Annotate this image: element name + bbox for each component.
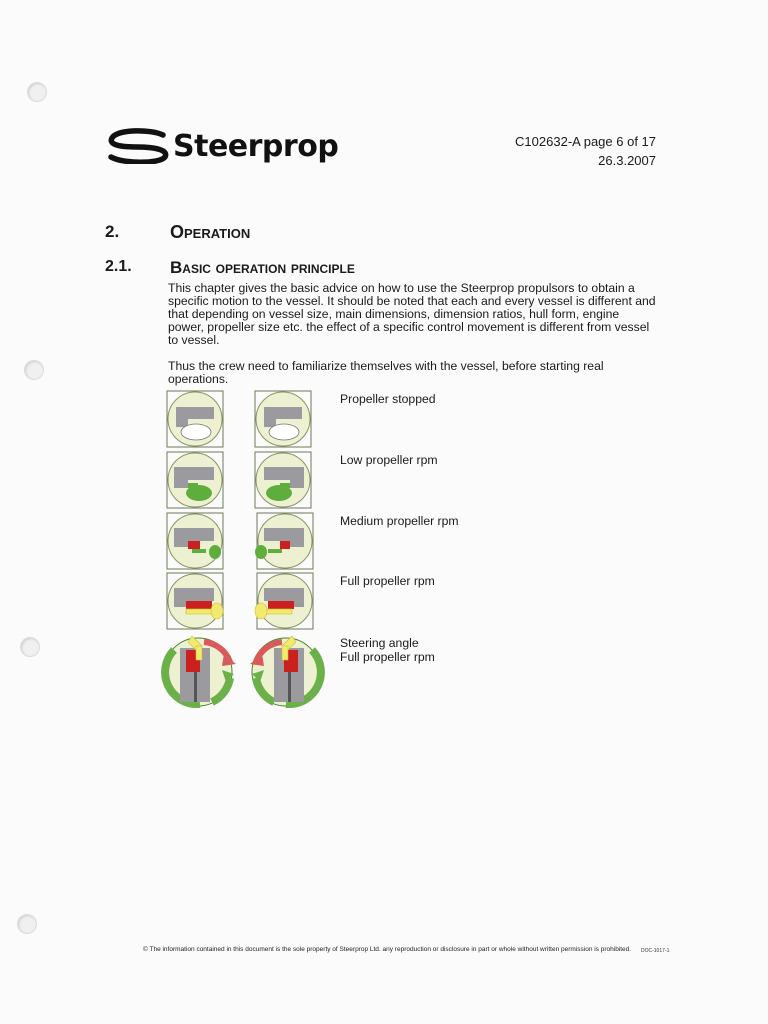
steering-left-diagram — [160, 632, 238, 708]
full-rpm-left-diagram — [166, 572, 226, 630]
punch-hole-1 — [27, 82, 47, 102]
propeller-stopped-right-diagram — [254, 390, 312, 448]
caption-steering-line1: Steering angle — [340, 636, 419, 650]
caption-low-text: Low propeller rpm — [340, 453, 438, 467]
caption-medium — [340, 514, 459, 528]
doc-date: 26.3.2007 — [598, 153, 656, 168]
caption-stopped-text: Propeller stopped — [340, 392, 436, 406]
caption-low — [340, 453, 438, 467]
punch-hole-4 — [17, 914, 37, 934]
document-code: DOC-1017-1 — [641, 948, 670, 954]
caption-medium-text: Medium propeller rpm — [340, 514, 459, 528]
caption-steering — [340, 636, 435, 664]
low-rpm-left-diagram — [166, 451, 224, 509]
section-number: 2. — [105, 222, 120, 241]
section-title: Operation — [170, 222, 251, 242]
familiarize-paragraph: Thus the crew need to familiarize themselves with the vessel, before starting real operations. — [168, 359, 604, 386]
company-logo — [107, 128, 338, 164]
intro-paragraph: This chapter gives the basic advice on how to use the Steerprop propulsors to obtain a specific motion to the vessel. It should be noted that each and every vessel is different and that depending on vessel size, main dimensions, dimension ratios, hull form, engine power, propeller size etc. the effect of a specific control movement is different from vessel to vessel. — [168, 281, 656, 347]
punch-hole-3 — [20, 637, 40, 657]
low-rpm-right-diagram — [254, 451, 312, 509]
caption-steering-line2: Full propeller rpm — [340, 650, 435, 664]
medium-rpm-left-diagram — [166, 512, 226, 570]
steering-right-diagram — [246, 632, 326, 708]
punch-hole-2 — [24, 360, 44, 380]
caption-stopped — [340, 392, 436, 406]
document-reference — [515, 132, 656, 170]
logo-wordmark: Steerprop — [173, 128, 339, 164]
doc-page-ref: C102632-A page 6 of 17 — [515, 134, 656, 149]
steerprop-swoosh-icon — [107, 128, 169, 164]
full-rpm-right-diagram — [252, 572, 314, 630]
propeller-stopped-left-diagram — [166, 390, 224, 448]
medium-rpm-right-diagram — [252, 512, 314, 570]
subsection-title: Basic operation principle — [170, 258, 355, 277]
subsection-number: 2.1. — [105, 258, 132, 275]
copyright-notice: © The information contained in this document is the sole property of Steerprop Ltd. any reproduction or disclosure in part or whole without written permission is prohibited. — [143, 946, 632, 953]
caption-full — [340, 574, 435, 588]
caption-full-text: Full propeller rpm — [340, 574, 435, 588]
